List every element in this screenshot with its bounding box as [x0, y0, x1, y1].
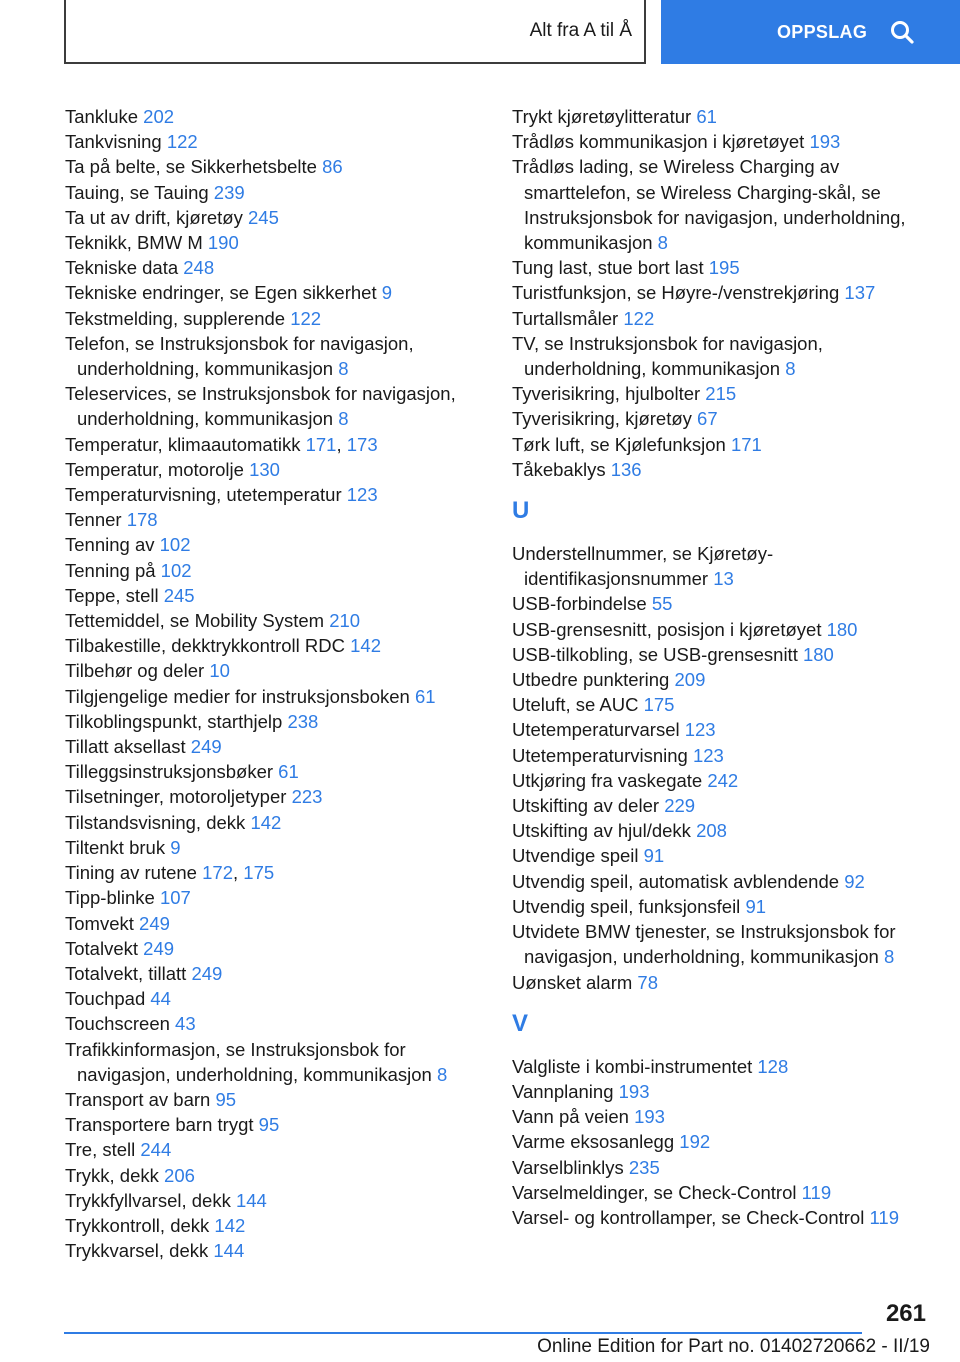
page-reference-link[interactable]: 136: [610, 458, 642, 480]
page-reference-link[interactable]: 209: [674, 669, 706, 691]
index-entry: [512, 768, 932, 793]
page-reference-link[interactable]: 8: [338, 408, 349, 430]
page-reference-link[interactable]: 92: [844, 870, 865, 892]
page-reference-link[interactable]: 172: [202, 862, 233, 884]
page-reference-link[interactable]: 55: [651, 593, 673, 615]
index-entry: [512, 1054, 932, 1079]
page-reference-link[interactable]: 78: [637, 971, 658, 993]
page-reference-link[interactable]: 223: [291, 786, 323, 808]
index-entry-text: Vannplaning: [512, 1080, 614, 1102]
index-entry-text: TV, se Instruksjonsbok for navigasjon, underholdning, kommunikasjon: [512, 332, 823, 380]
index-entry: [512, 406, 932, 431]
index-entry-text: Temperatur, klimaautomatikk: [65, 433, 301, 455]
page-reference-link[interactable]: 8: [338, 358, 349, 380]
index-entry-text: USB-forbindelse: [512, 593, 647, 615]
page-reference-link[interactable]: 215: [705, 383, 737, 405]
page-reference-link[interactable]: 193: [634, 1106, 665, 1128]
page-reference-link[interactable]: 142: [250, 811, 282, 833]
index-entry-text: Tørk luft, se Kjølefunksjon: [512, 433, 726, 455]
index-entry: [512, 1180, 932, 1205]
index-entry-text: Trykkvarsel, dekk: [65, 1240, 209, 1262]
index-entry: [512, 457, 932, 482]
index-entry: [65, 154, 475, 179]
index-entry: [65, 810, 475, 835]
index-entry-text: Tilgjengelige medier for instruksjonsboken: [65, 685, 410, 707]
index-entry-text: Ta ut av drift, kjøretøy: [65, 206, 243, 228]
index-entry: [65, 482, 475, 507]
page-reference-link[interactable]: 102: [160, 559, 192, 581]
lookup-tab-label: OPPSLAG: [777, 21, 868, 42]
index-entry: [65, 255, 475, 280]
index-entry: [512, 843, 932, 868]
page-reference-link[interactable]: 44: [150, 988, 171, 1010]
page-reference-link[interactable]: 245: [163, 584, 195, 606]
page-reference-link[interactable]: 13: [713, 568, 734, 590]
index-entry-text: Tauing, se Tauing: [65, 181, 209, 203]
page-reference-link[interactable]: 193: [809, 131, 841, 153]
page-reference-link[interactable]: 102: [159, 534, 191, 556]
index-entry-text: Utetemperaturvisning: [512, 744, 688, 766]
page-reference-link[interactable]: 8: [883, 946, 895, 968]
index-entry-text: Tillatt aksellast: [65, 736, 186, 758]
index-entry: [65, 1213, 475, 1238]
page-reference-link[interactable]: 229: [664, 795, 696, 817]
page-reference-link[interactable]: 206: [164, 1164, 195, 1186]
index-entry: [512, 869, 932, 894]
index-entry-text: Utetemperaturvarsel: [512, 719, 680, 741]
index-entry-text: Tilbakestille, dekktrykkontroll RDC: [65, 635, 345, 657]
index-entry: [65, 129, 475, 154]
index-entry: [512, 717, 932, 742]
index-entry-text: Turtallsmåler: [512, 307, 619, 329]
index-entry-text: Utskifting av deler: [512, 795, 660, 817]
index-entry: Temperatur, klimaautomatikk 171, 173: [65, 433, 378, 455]
page-reference-link[interactable]: 61: [278, 761, 299, 783]
page-reference-link[interactable]: 122: [623, 307, 655, 329]
index-entry: [65, 911, 475, 936]
page-reference-link[interactable]: 180: [826, 618, 858, 640]
page-reference-link[interactable]: 180: [802, 643, 834, 665]
index-entry: [65, 1011, 475, 1036]
index-letter-heading: V: [512, 1009, 529, 1037]
page-reference-link[interactable]: 210: [329, 610, 361, 632]
page-reference-link[interactable]: 123: [684, 719, 716, 741]
index-entry: [65, 1112, 475, 1137]
index-entry: [512, 642, 932, 667]
page-reference-link[interactable]: 238: [287, 710, 319, 732]
page-reference-link[interactable]: 175: [643, 694, 675, 716]
section-title: Alt fra A til Å: [529, 20, 632, 41]
index-entry-text: Tilkoblingspunkt, starthjelp: [65, 710, 283, 732]
page-reference-link[interactable]: 173: [346, 433, 378, 455]
index-entry-text: Uønsket alarm: [512, 971, 633, 993]
index-entry: [65, 558, 475, 583]
index-entry: [65, 961, 475, 986]
index-entry-text: Tiltenkt bruk: [65, 836, 166, 858]
index-entry-text: Temperatur, motorolje: [65, 458, 244, 480]
index-entry-text: Varme eksosanlegg: [512, 1131, 675, 1153]
page-reference-link[interactable]: 91: [643, 845, 665, 867]
page-reference-link[interactable]: 144: [213, 1240, 245, 1262]
index-entry-text: Teppe, stell: [65, 584, 159, 606]
page-reference-link[interactable]: 208: [696, 820, 727, 842]
index-entry-text: Utvendig speil, automatisk avblendende: [512, 870, 840, 892]
index-entry-text: Tekniske data: [65, 257, 179, 279]
page-reference-link[interactable]: 67: [697, 408, 718, 430]
page-reference-link[interactable]: 249: [190, 736, 222, 758]
index-entry-text: Tung last, stue bort last: [512, 257, 704, 279]
page-number: 261: [885, 1300, 926, 1327]
index-entry-text: Tipp-blinke: [65, 887, 155, 909]
index-entry: [512, 1205, 932, 1230]
index-entry-text: Trykkfyllvarsel, dekk: [65, 1189, 231, 1211]
index-entry: [512, 154, 932, 255]
index-entry-text: Tenning på: [65, 559, 156, 581]
index-entry-text: Trykkontroll, dekk: [65, 1214, 210, 1236]
page-reference-link[interactable]: 195: [708, 257, 740, 279]
index-entry: [512, 331, 932, 381]
index-entry-text: Transport av barn: [65, 1088, 211, 1110]
page-reference-link[interactable]: 130: [249, 458, 280, 480]
page-reference-link[interactable]: 171: [305, 433, 337, 455]
page-reference-link[interactable]: 8: [785, 358, 796, 380]
index-entry: [512, 970, 932, 995]
index-entry: [65, 532, 475, 557]
index-entry-text: USB-grensesnitt, posisjon i kjøretøyet: [512, 618, 822, 640]
page-reference-link[interactable]: 119: [801, 1181, 832, 1203]
index-entry: [65, 885, 475, 910]
index-entry: [512, 129, 932, 154]
index-entry-text: Tining av rutene: [65, 862, 197, 884]
index-entry: [512, 919, 932, 969]
page-reference-link[interactable]: 95: [215, 1088, 237, 1110]
index-entry-text: Teleservices, se Instruksjonsbok for navigasjon, underholdning, kommunikasjon: [65, 383, 456, 430]
footer-divider: [64, 1332, 862, 1334]
edition-text: Online Edition for Part no. 01402720662 - II/19: [537, 1336, 930, 1357]
page-reference-link[interactable]: 9: [170, 836, 181, 858]
index-column-right: [512, 104, 932, 1230]
index-entry-text: Touchpad: [65, 988, 146, 1010]
index-entry: [512, 1155, 932, 1180]
index-entry-text: Tenning av: [65, 534, 155, 556]
index-entry-text: Trykk, dekk: [65, 1164, 159, 1186]
page-reference-link[interactable]: 245: [248, 206, 279, 228]
index-entry-text: Valgliste i kombi-instrumentet: [512, 1055, 753, 1077]
page-reference-link[interactable]: 249: [191, 962, 223, 984]
page-reference-link[interactable]: 249: [139, 912, 170, 934]
page-reference-link[interactable]: 86: [322, 156, 343, 178]
index-entry: [65, 230, 475, 255]
page-reference-link[interactable]: 235: [628, 1156, 660, 1178]
index-entry-text: Tankluke: [65, 106, 139, 127]
index-entry-text: Utkjøring fra vaskegate: [512, 769, 703, 791]
page-reference-link[interactable]: 192: [679, 1131, 711, 1153]
index-entry: [65, 709, 475, 734]
index-entry: [65, 784, 475, 809]
index-entry: [65, 936, 475, 961]
page-reference-link[interactable]: 142: [214, 1214, 246, 1236]
index-entry: [65, 835, 475, 860]
index-entry: [512, 692, 932, 717]
index-entry-text: Tettemiddel, se Mobility System: [65, 610, 325, 632]
index-entry: [65, 1137, 475, 1162]
index-entry-text: Trafikkinformasjon, se Instruksjonsbok for navigasjon, underholdning, kommunikasjon: [65, 1038, 432, 1085]
index-entry-text: Trådløs lading, se Wireless Charging av smarttelefon, se Wireless Charging-skål, se Instruksjonsbok for navigasjon, underholdning, kommunikasjon: [512, 156, 906, 254]
page-reference-link[interactable]: 10: [209, 660, 230, 682]
index-entry-text: Teknikk, BMW M: [65, 232, 203, 254]
index-entry: [512, 591, 932, 616]
page-reference-link[interactable]: 43: [175, 1013, 196, 1035]
page-reference-link[interactable]: 91: [745, 895, 767, 917]
index-entry-text: Utbedre punktering: [512, 669, 670, 691]
index-entry: [65, 658, 475, 683]
index-entry: [65, 180, 475, 205]
index-entry: [65, 507, 475, 532]
page-reference-link[interactable]: 193: [618, 1080, 650, 1102]
index-entry-text: Tilsetninger, motoroljetyper: [65, 786, 287, 808]
page-reference-link[interactable]: 242: [707, 769, 739, 791]
index-entry: [65, 1188, 475, 1213]
index-entry: [65, 1037, 475, 1087]
page-reference-link[interactable]: 8: [436, 1063, 448, 1085]
page-reference-link[interactable]: 123: [692, 744, 724, 766]
search-icon[interactable]: [889, 19, 915, 45]
index-entry-text: Ta på belte, se Sikkerhetsbelte: [65, 156, 317, 178]
index-entry: [512, 743, 932, 768]
index-entry: [512, 306, 932, 331]
index-entry: [65, 1238, 475, 1263]
index-entry-text: Totalvekt, tillatt: [65, 962, 187, 984]
index-entry: [65, 205, 475, 230]
index-entry-text: Tekstmelding, supplerende: [65, 307, 286, 329]
index-entry-text: Temperaturvisning, utetemperatur: [65, 484, 342, 506]
page-reference-link[interactable]: 175: [243, 862, 275, 884]
page-reference-link[interactable]: 142: [350, 635, 381, 657]
index-entry: [65, 986, 475, 1011]
index-entry-text: Tomvekt: [65, 912, 134, 934]
index-entry: [512, 894, 932, 919]
index-entry: [512, 793, 932, 818]
index-entry: [65, 608, 475, 633]
index-entry-text: Totalvekt: [65, 937, 139, 959]
index-entry: [512, 280, 932, 305]
index-entry: [65, 331, 475, 381]
page-reference-link[interactable]: 239: [213, 181, 245, 203]
index-entry-text: Tyverisikring, kjøretøy: [512, 408, 692, 430]
index-entry-text: Transportere barn trygt: [65, 1114, 254, 1136]
index-entry-text: Uteluft, se AUC: [512, 694, 639, 716]
index-entry: [512, 104, 932, 129]
index-entry-text: Utvendig speil, funksjonsfeil: [512, 895, 741, 917]
page-reference-link[interactable]: 119: [869, 1206, 899, 1228]
index-entry-text: Understellnummer, se Kjøretøy-identifikasjonsnummer: [512, 543, 774, 590]
page-reference-link[interactable]: 249: [143, 937, 175, 959]
index-entry-text: Utvidete BMW tjenester, se Instruksjonsbok for navigasjon, underholdning, kommunikasjon: [512, 921, 896, 968]
index-entry-text: Tankvisning: [65, 131, 162, 153]
page-reference-link[interactable]: 244: [140, 1139, 172, 1161]
index-entry-text: Tekniske endringer, se Egen sikkerhet: [65, 282, 377, 304]
index-entry: [512, 381, 932, 406]
index-entry-text: Tåkebaklys: [512, 458, 606, 480]
index-entry: [65, 381, 475, 431]
index-entry: [65, 104, 475, 129]
page-reference-link[interactable]: 122: [166, 131, 198, 153]
index-entry: [65, 734, 475, 759]
page-reference-link[interactable]: 122: [290, 307, 322, 329]
index-entry-text: Tilleggsinstruksjonsbøker: [65, 761, 274, 783]
index-entry-text: Varselblinklys: [512, 1156, 624, 1178]
index-entry: [65, 633, 475, 658]
index-letter-heading: U: [512, 497, 530, 525]
page-reference-link[interactable]: 123: [346, 484, 378, 506]
index-entry: [512, 255, 932, 280]
index-entry: [512, 1104, 932, 1129]
index-entry-text: Touchscreen: [65, 1013, 170, 1035]
index-entry-text: Trådløs kommunikasjon i kjøretøyet: [512, 131, 805, 153]
index-entry: Tining av rutene 172, 175: [65, 862, 275, 884]
index-entry-text: Tenner: [65, 509, 122, 531]
index-entry: [65, 306, 475, 331]
index-entry-text: Utvendige speil: [512, 845, 639, 867]
index-entry: [65, 684, 475, 709]
index-entry-text: Tyverisikring, hjulbolter: [512, 383, 701, 405]
lookup-tab[interactable]: [661, 0, 960, 64]
page-reference-link[interactable]: 171: [730, 433, 762, 455]
page-reference-link[interactable]: 190: [207, 232, 239, 254]
index-entry: [65, 457, 475, 482]
index-entry-text: Varsel- og kontrollamper, se Check-Control: [512, 1206, 865, 1228]
page-reference-link[interactable]: 95: [258, 1114, 280, 1136]
page-reference-link[interactable]: 107: [159, 887, 191, 909]
index-entry: [512, 1079, 932, 1104]
page-reference-link[interactable]: 137: [844, 282, 876, 304]
page-reference-link[interactable]: 144: [235, 1189, 267, 1211]
page-reference-link[interactable]: 61: [696, 106, 717, 127]
index-entry: [512, 667, 932, 692]
index-entry-text: Trykt kjøretøylitteratur: [512, 106, 692, 127]
page-reference-link[interactable]: 202: [143, 106, 175, 127]
index-entry-text: Utskifting av hjul/dekk: [512, 820, 691, 842]
page-reference-link[interactable]: 248: [183, 257, 215, 279]
index-entry: [65, 280, 475, 305]
index-entry: [512, 818, 932, 843]
index-column-left: [65, 104, 475, 1263]
page-reference-link[interactable]: 178: [126, 509, 158, 531]
index-entry: [65, 759, 475, 784]
index-entry-text: USB-tilkobling, se USB-grensesnitt: [512, 643, 798, 665]
index-entry-text: Varselmeldinger, se Check-Control: [512, 1181, 797, 1203]
page-reference-link[interactable]: 9: [381, 282, 393, 304]
index-entry: [65, 583, 475, 608]
index-entry: [512, 617, 932, 642]
index-entry: [512, 1129, 932, 1154]
page-reference-link[interactable]: 61: [414, 685, 436, 707]
index-entry: [512, 541, 932, 591]
index-entry: [65, 1087, 475, 1112]
page-reference-link[interactable]: 8: [657, 232, 668, 254]
index-entry-text: Turistfunksjon, se Høyre-/venstrekjøring: [512, 282, 840, 304]
header-section-box: [64, 0, 646, 64]
index-entry: [65, 1163, 475, 1188]
index-entry-text: Tilstandsvisning, dekk: [65, 811, 246, 833]
index-entry-text: Tre, stell: [65, 1139, 136, 1161]
index-entry-text: Vann på veien: [512, 1106, 629, 1128]
page-reference-link[interactable]: 128: [757, 1055, 789, 1077]
index-entry-text: Telefon, se Instruksjonsbok for navigasjon, underholdning, kommunikasjon: [65, 332, 414, 380]
index-entry: [512, 432, 932, 457]
index-entry-text: Tilbehør og deler: [65, 660, 205, 682]
